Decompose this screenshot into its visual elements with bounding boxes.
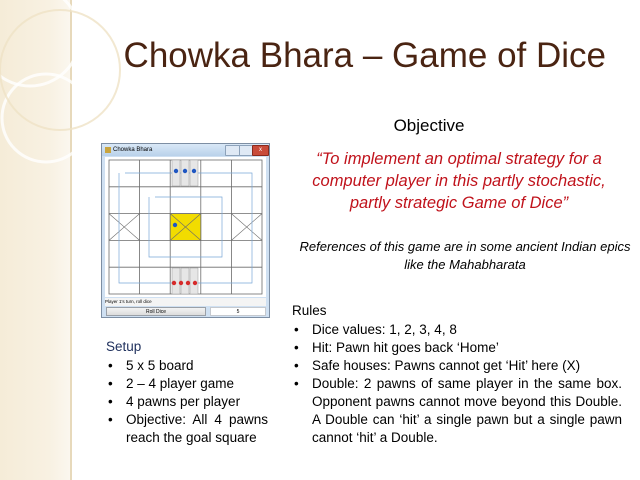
objective-heading: Objective [393, 116, 465, 135]
setup-item: • 2 – 4 player game [106, 375, 268, 393]
rule-item: • Dice values: 1, 2, 3, 4, 8 [292, 321, 622, 339]
dice-value: 5 [210, 307, 266, 316]
setup-list [106, 357, 268, 447]
maximize-button[interactable] [239, 145, 253, 156]
red-pawn[interactable] [179, 281, 183, 285]
setup-item: • 5 x 5 board [106, 357, 268, 375]
minimize-button[interactable] [225, 145, 240, 156]
window-title: Chowka Bhara [113, 147, 153, 153]
objective-quote: “To implement an optimal strategy for a computer player in this partly stochastic, partly strategic Game of Dice” [312, 150, 606, 212]
setup-item: • Objective: All 4 pawns reach the goal square [106, 411, 268, 447]
references-text: References of this game are in some ancient Indian epics like the Mahabharata [299, 239, 631, 272]
setup-heading: Setup [106, 339, 142, 354]
rules-list [292, 321, 622, 447]
blue-pawn[interactable] [173, 223, 177, 227]
safe-house-cross [231, 214, 262, 241]
setup-item: • 4 pawns per player [106, 393, 268, 411]
red-pawn[interactable] [186, 281, 190, 285]
app-icon [105, 147, 111, 153]
blue-pawn[interactable] [192, 169, 196, 173]
home-slot [190, 268, 198, 294]
rule-item: • Safe houses: Pawns cannot get ‘Hit’ here (X) [292, 357, 622, 375]
game-board [105, 157, 266, 297]
rules-heading: Rules [292, 303, 327, 318]
red-pawn[interactable] [193, 281, 197, 285]
rule-item: • Hit: Pawn hit goes back ‘Home’ [292, 339, 622, 357]
close-button[interactable]: x [252, 145, 269, 156]
roll-dice-button[interactable]: Roll Dice [106, 307, 206, 316]
blue-pawn[interactable] [183, 169, 187, 173]
red-pawn[interactable] [172, 281, 176, 285]
rules-section [292, 302, 622, 447]
window-titlebar [102, 144, 269, 156]
safe-house-cross [109, 214, 140, 241]
blue-pawn[interactable] [174, 169, 178, 173]
status-text: Player 1's turn, roll dice [105, 298, 266, 306]
slide-title: Chowka Bhara – Game of Dice [123, 36, 606, 75]
setup-section [106, 338, 268, 447]
game-window [101, 143, 270, 318]
rule-item: • Double: 2 pawns of same player in the same box. Opponent pawns cannot move beyond this Double. A Double can ‘hit’ a single pawn but a single pawn cannot ‘hit’ a Double. [292, 375, 622, 447]
